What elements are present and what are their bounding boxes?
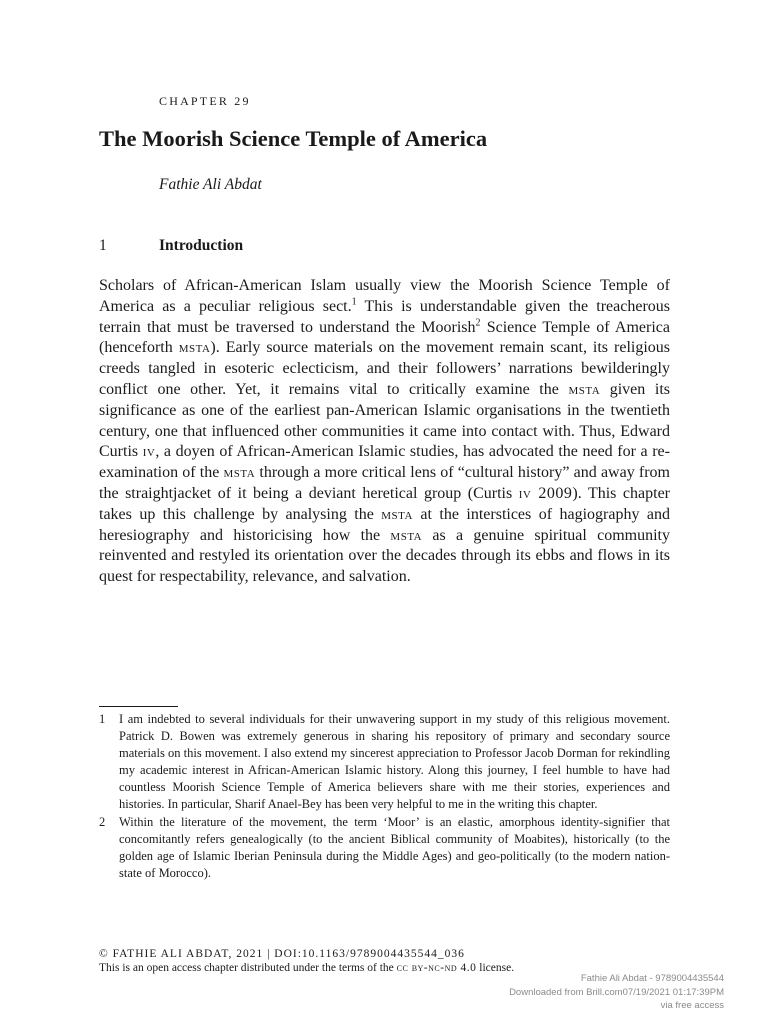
watermark-line: Fathie Ali Abdat - 9789004435544 bbox=[580, 973, 724, 984]
footnotes bbox=[99, 711, 670, 882]
body-text-run: at the interstices of hagiography and heresiography and historicising how the bbox=[99, 505, 671, 544]
footnote-number: 2 bbox=[99, 814, 106, 829]
section-title: Introduction bbox=[159, 237, 244, 254]
msta-abbrev: msta bbox=[223, 464, 256, 482]
body-text-run: Scholars of African-American Islam usually view the Moorish Science Temple of America as a peculiar religious sect. bbox=[99, 277, 670, 315]
footnote-2 bbox=[99, 814, 670, 882]
footnote-1 bbox=[99, 711, 670, 814]
copyright-doi: © FATHIE ALI ABDAT, 2021 | DOI:10.1163/9789004435544_036 bbox=[99, 948, 465, 960]
license-link[interactable]: cc by-nc-nd 4.0 bbox=[396, 962, 477, 974]
body-text-run: given its significance as one of the earliest pan-American Islamic organisations in the twentieth century, one that influenced other communities it came into contact with. Thus, Edward Curtis bbox=[99, 380, 670, 461]
watermark-line: via free access bbox=[660, 1000, 724, 1011]
introduction-paragraph bbox=[99, 276, 670, 588]
chapter-title: The Moorish Science Temple of America bbox=[99, 126, 488, 151]
msta-abbrev: msta bbox=[390, 526, 423, 544]
footnote-number: 1 bbox=[99, 712, 106, 726]
page-footer bbox=[99, 948, 739, 974]
msta-abbrev: msta bbox=[178, 339, 211, 357]
download-watermark bbox=[404, 972, 724, 1013]
body-text-run: through a more critical lens of “cultural history” and away from the straightjacket of it being a deviant heretical group (Curtis bbox=[99, 464, 670, 502]
msta-abbrev: msta bbox=[568, 380, 601, 398]
license-text: This is an open access chapter distributed under the terms of the bbox=[99, 962, 397, 974]
license-text: license. bbox=[476, 962, 515, 974]
body-text-run: This is understandable given the treacherous terrain that must be traversed to understand the Moorish bbox=[99, 297, 670, 336]
msta-abbrev: msta bbox=[381, 505, 413, 523]
section-number: 1 bbox=[99, 237, 107, 254]
footnote-ref-1[interactable]: 1 bbox=[351, 296, 357, 308]
footnote-divider bbox=[99, 706, 178, 707]
body-text-run: , a doyen of African-American Islamic studies, has advocated the need for a re-examination of the bbox=[99, 443, 670, 482]
footnote-ref-2[interactable]: 2 bbox=[475, 317, 481, 329]
footnote-text: I am indebted to several individuals for their unwavering support in my study of this religious movement. Patrick D. Bowen was extremely generous in sharing his repository of primary and secondary source materials on this movement. I also extend my sincerest appreciation to Professor Jacob Dorman for rekindling my academic interest in African-American Islamic history. Along this journey, I feel humble to have had countless Moorish Science Temple of America believers share with me their stories, experiences and histories. In particular, Sharif Anael-Bey has been very helpful to me in the writing this chapter. bbox=[119, 712, 670, 812]
roman-numeral: iv bbox=[142, 443, 156, 461]
body-text-run: as a genuine spiritual community reinvented and restyled its orientation over the decades through its ebbs and flows in its quest for respectability, relevance, and salvation. bbox=[99, 526, 670, 586]
body-text-run: ). Early source materials on the movement remain scant, its religious creeds tangled in esoteric eclecticism, and their followers’ narrations bewilderingly conflict one other. Yet, it remains vital to critically examine the bbox=[99, 339, 671, 398]
footnote-text: Within the literature of the movement, the term ‘Moor’ is an elastic, amorphous identity-signifier that concomitantly refers genealogically (to the ancient Biblical community of Moabites), historically (to the golden age of Islamic Iberian Peninsula during the Middle Ages) and geo-politically (to the modern nation-state of Morocco). bbox=[119, 814, 670, 880]
citation: iv 2009 bbox=[518, 484, 573, 502]
watermark-line: Downloaded from Brill.com07/19/2021 01:17:39PM bbox=[509, 986, 724, 998]
author-name: Fathie Ali Abdat bbox=[159, 176, 262, 193]
chapter-label: CHAPTER 29 bbox=[159, 94, 251, 108]
body-text-run: ). This chapter takes up this challenge by analysing the bbox=[99, 484, 671, 523]
body-text-run: Science Temple of America (henceforth bbox=[99, 318, 670, 357]
